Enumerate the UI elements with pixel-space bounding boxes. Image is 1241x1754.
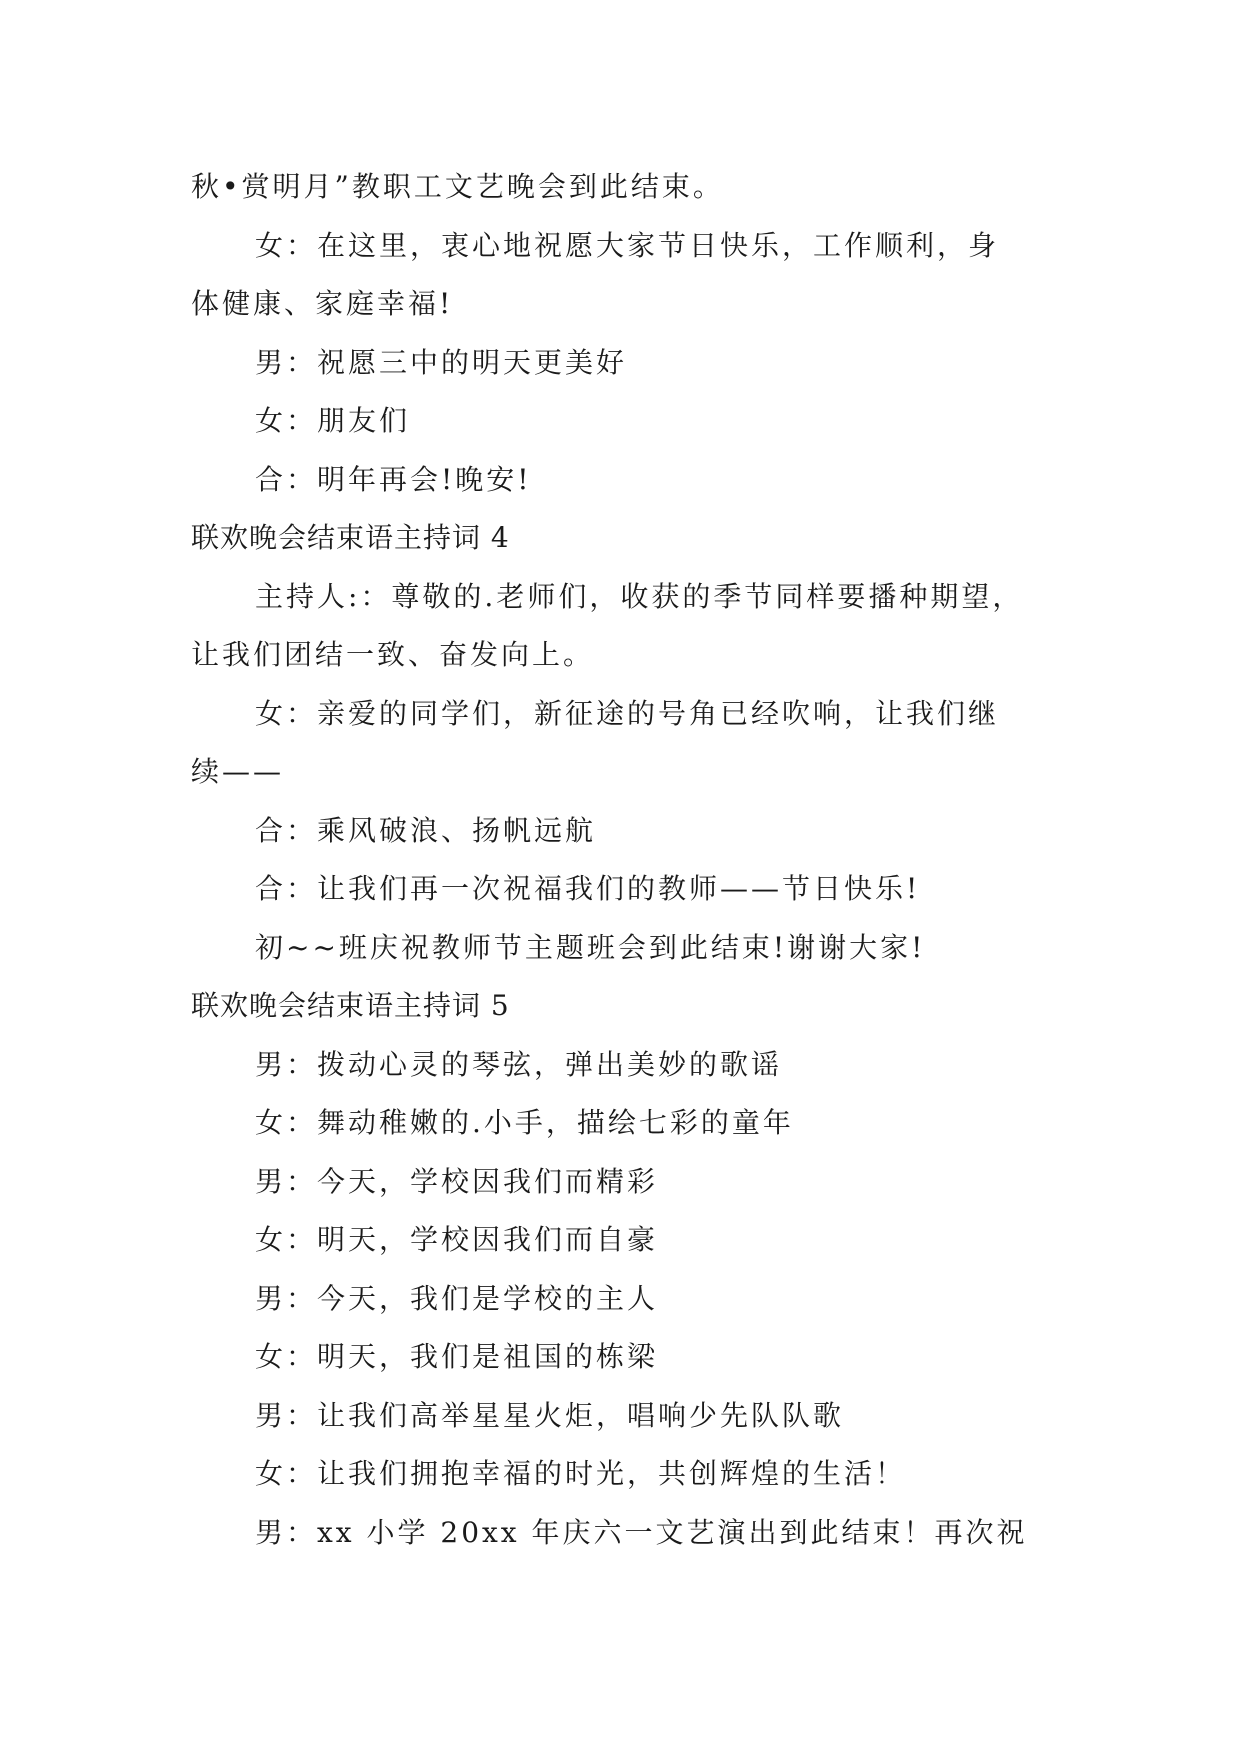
text-line: 女：舞动稚嫩的.小手，描绘七彩的童年 — [255, 1106, 794, 1139]
text-line: 男：xx 小学 20xx 年庆六一文艺演出到此结束！再次祝 — [255, 1515, 1028, 1549]
text-line: 初~~班庆祝教师节主题班会到此结束!谢谢大家! — [255, 930, 926, 964]
text-line: 男：今天，我们是学校的主人 — [255, 1281, 659, 1315]
section-heading: 联欢晚会结束语主持词 5 — [191, 989, 510, 1022]
text-line: 女：朋友们 — [255, 404, 411, 437]
text-line: 体健康、家庭幸福! — [191, 287, 454, 320]
text-line: 续—— — [191, 755, 285, 788]
text-line: 男：祝愿三中的明天更美好 — [255, 345, 628, 379]
text-line: 合：明年再会!晚安! — [255, 462, 532, 496]
text-line: 男：拨动心灵的琴弦，弹出美妙的歌谣 — [255, 1047, 783, 1081]
document-body — [191, 158, 1061, 1562]
text-line: 女：让我们拥抱幸福的时光，共创辉煌的生活！ — [255, 1457, 907, 1490]
section-heading: 联欢晚会结束语主持词 4 — [191, 521, 510, 554]
text-line: 男：今天，学校因我们而精彩 — [255, 1164, 659, 1198]
text-line: 让我们团结一致、奋发向上。 — [191, 638, 595, 671]
text-line: 秋•赏明月”教职工文艺晚会到此结束。 — [191, 170, 724, 203]
text-line: 女：在这里，衷心地祝愿大家节日快乐，工作顺利，身 — [255, 228, 1000, 262]
text-line: 女：明天，学校因我们而自豪 — [255, 1223, 659, 1256]
text-line: 男：让我们高举星星火炬，唱响少先队队歌 — [255, 1398, 845, 1432]
text-line: 主持人:：尊敬的.老师们，收获的季节同样要播种期望， — [255, 579, 1024, 613]
text-line: 女：明天，我们是祖国的栋梁 — [255, 1340, 659, 1373]
text-line: 合：乘风破浪、扬帆远航 — [255, 813, 597, 847]
text-line: 女：亲爱的同学们，新征途的号角已经吹响，让我们继 — [255, 696, 1000, 730]
text-line: 合：让我们再一次祝福我们的教师——节日快乐! — [255, 872, 921, 905]
